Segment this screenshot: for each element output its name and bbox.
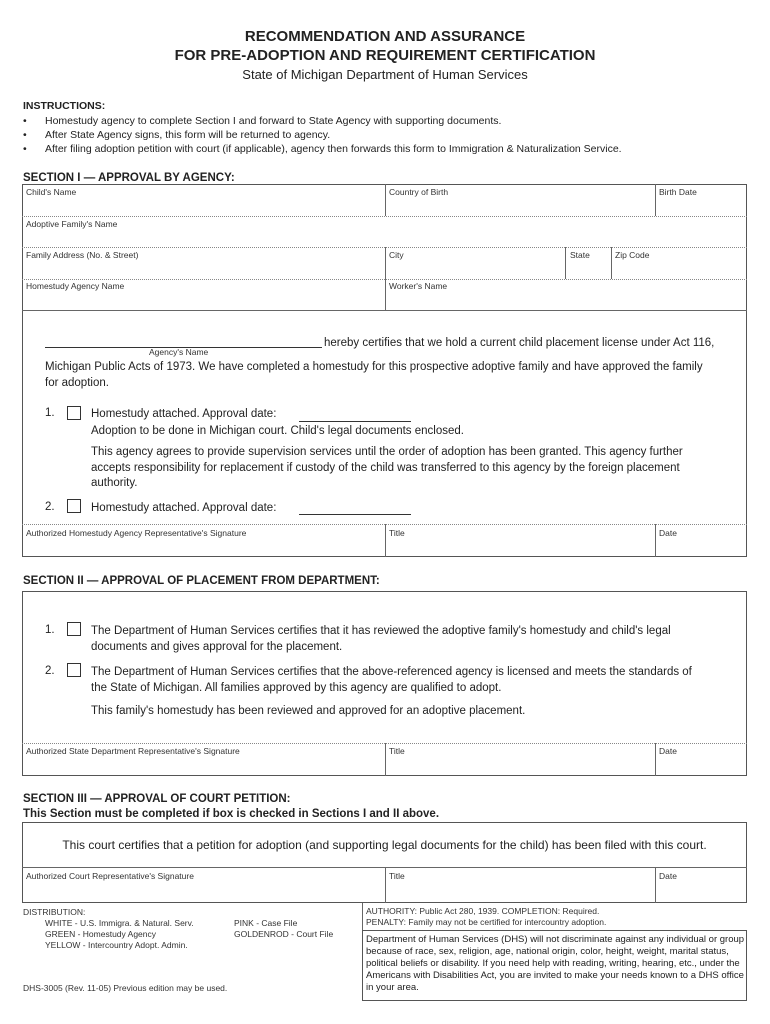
item1-para-line3: authority. bbox=[91, 477, 138, 489]
certify-line3: for adoption. bbox=[45, 377, 109, 389]
zip-code-field[interactable] bbox=[613, 259, 743, 277]
agency-name-caption: Agency's Name bbox=[149, 347, 209, 357]
court-signature-field[interactable] bbox=[24, 880, 382, 900]
agency-title-field[interactable] bbox=[387, 537, 652, 555]
state-label: State bbox=[570, 250, 590, 260]
agency-title-label: Title bbox=[389, 528, 405, 538]
state-date-field[interactable] bbox=[657, 755, 745, 774]
court-certify-text: This court certifies that a petition for adoption (and supporting legal documents for the child) has been filed with this court. bbox=[62, 838, 707, 852]
s2-item2-line3: This family's homestudy has been reviewed and approved for an adoptive placement. bbox=[91, 705, 526, 717]
instruction-item: Homestudy agency to complete Section I and forward to State Agency with supporting documents. bbox=[45, 115, 502, 127]
item1-number: 1. bbox=[45, 407, 55, 419]
agency-date-label: Date bbox=[659, 528, 677, 538]
distribution-heading: DISTRIBUTION: bbox=[23, 907, 86, 917]
court-title-field[interactable] bbox=[387, 880, 652, 900]
distribution-item: WHITE - U.S. Immigra. & Natural. Serv. bbox=[45, 918, 194, 928]
form-subtitle: State of Michigan Department of Human Services bbox=[242, 67, 528, 82]
authority-text: AUTHORITY: Public Act 280, 1939. COMPLETION: Required. bbox=[366, 906, 600, 916]
item1-line2: Adoption to be done in Michigan court. Child's legal documents enclosed. bbox=[91, 425, 464, 437]
s2-item1-number: 1. bbox=[45, 624, 55, 636]
court-signature-label: Authorized Court Representative's Signature bbox=[26, 871, 194, 881]
homestudy-agency-label: Homestudy Agency Name bbox=[26, 281, 125, 291]
agency-name-field[interactable] bbox=[45, 332, 322, 347]
country-of-birth-label: Country of Birth bbox=[389, 187, 449, 197]
state-signature-field[interactable] bbox=[24, 755, 382, 774]
instruction-item: After filing adoption petition with court (if applicable), agency then forwards this form to Immigration & Naturalization Service. bbox=[45, 143, 622, 155]
homestudy-attached-checkbox-1[interactable] bbox=[67, 406, 81, 420]
court-date-field[interactable] bbox=[657, 880, 745, 900]
form-number: DHS-3005 (Rev. 11-05) Previous edition may be used. bbox=[23, 983, 228, 993]
distribution-item: GOLDENROD - Court File bbox=[234, 929, 334, 939]
bullet-icon: • bbox=[23, 143, 27, 155]
approval-date-field-1[interactable] bbox=[299, 406, 411, 421]
section3-heading: SECTION III — APPROVAL OF COURT PETITION: bbox=[23, 793, 291, 805]
agency-signature-field[interactable] bbox=[24, 537, 382, 555]
agency-licensed-checkbox[interactable] bbox=[67, 663, 81, 677]
birth-date-field[interactable] bbox=[657, 196, 745, 214]
section1-heading: SECTION I — APPROVAL BY AGENCY: bbox=[23, 172, 235, 184]
distribution-item: GREEN - Homestudy Agency bbox=[45, 929, 157, 939]
childs-name-field[interactable] bbox=[24, 196, 382, 214]
court-title-label: Title bbox=[389, 871, 405, 881]
zip-code-label: Zip Code bbox=[615, 250, 650, 260]
state-date-label: Date bbox=[659, 746, 677, 756]
form-title-line1: RECOMMENDATION AND ASSURANCE bbox=[244, 28, 526, 45]
family-address-field[interactable] bbox=[24, 259, 382, 277]
nondiscrimination-text: Department of Human Services (DHS) will not discriminate against any individual or group because of race, sex, religion, age, national origin, color, height, weight, marital status, political beliefs or disability. If you need help with reading, writing, hearing, etc., under the Americans with Disabilities Act, you are invited to make your needs known to a DHS office in your area. bbox=[366, 934, 745, 993]
bullet-icon: • bbox=[23, 115, 27, 127]
city-field[interactable] bbox=[387, 259, 562, 277]
form-title-line2: FOR PRE-ADOPTION AND REQUIREMENT CERTIFICATION bbox=[174, 47, 596, 64]
worker-name-field[interactable] bbox=[387, 290, 742, 308]
instructions-heading: INSTRUCTIONS: bbox=[23, 100, 106, 112]
section2-heading: SECTION II — APPROVAL OF PLACEMENT FROM DEPARTMENT: bbox=[23, 575, 380, 587]
certify-line2: Michigan Public Acts of 1973. We have completed a homestudy for this prospective adoptive family and have approved the family bbox=[45, 361, 703, 373]
country-of-birth-field[interactable] bbox=[387, 196, 652, 214]
s2-item2-number: 2. bbox=[45, 665, 55, 677]
approval-date-field-2[interactable] bbox=[299, 499, 411, 514]
item2-line1: Homestudy attached. Approval date: bbox=[91, 502, 277, 514]
adoptive-family-name-field[interactable] bbox=[24, 228, 744, 245]
item1-para-line2: accepts responsibility for replacement if custody of the child was transferred to this agency by the foreign placement bbox=[91, 462, 680, 474]
childs-name-label: Child's Name bbox=[26, 187, 77, 197]
state-signature-label: Authorized State Department Representative's Signature bbox=[26, 746, 240, 756]
worker-name-label: Worker's Name bbox=[389, 281, 448, 291]
adoptive-family-name-label: Adoptive Family's Name bbox=[26, 219, 118, 229]
s2-item2-line2: the State of Michigan. All families approved by this agency are qualified to adopt. bbox=[91, 682, 502, 694]
agency-date-field[interactable] bbox=[657, 537, 745, 555]
state-field[interactable] bbox=[567, 259, 609, 277]
bullet-icon: • bbox=[23, 129, 27, 141]
department-review-checkbox[interactable] bbox=[67, 622, 81, 636]
city-label: City bbox=[389, 250, 404, 260]
distribution-item: PINK - Case File bbox=[234, 918, 298, 928]
homestudy-agency-field[interactable] bbox=[24, 290, 382, 308]
state-title-label: Title bbox=[389, 746, 405, 756]
penalty-text: PENALTY: Family may not be certified for intercountry adoption. bbox=[366, 917, 607, 927]
section3-subheading: This Section must be completed if box is checked in Sections I and II above. bbox=[23, 808, 440, 820]
state-title-field[interactable] bbox=[387, 755, 652, 774]
item1-para-line1: This agency agrees to provide supervision services until the order of adoption has been granted. This agency further bbox=[91, 446, 683, 458]
court-date-label: Date bbox=[659, 871, 677, 881]
s2-item1-line1: The Department of Human Services certifies that it has reviewed the adoptive family's homestudy and child's legal bbox=[91, 625, 671, 637]
agency-signature-label: Authorized Homestudy Agency Representative's Signature bbox=[26, 528, 247, 538]
item1-line1: Homestudy attached. Approval date: bbox=[91, 408, 277, 420]
birth-date-label: Birth Date bbox=[659, 187, 697, 197]
s2-item1-line2: documents and gives approval for the placement. bbox=[91, 641, 343, 653]
item2-number: 2. bbox=[45, 501, 55, 513]
family-address-label: Family Address (No. & Street) bbox=[26, 250, 139, 260]
s2-item2-line1: The Department of Human Services certifies that the above-referenced agency is licensed and meets the standards of bbox=[91, 666, 692, 678]
certify-line1: hereby certifies that we hold a current child placement license under Act 116, bbox=[324, 337, 715, 349]
instruction-item: After State Agency signs, this form will be returned to agency. bbox=[45, 129, 331, 141]
distribution-item: YELLOW - Intercountry Adopt. Admin. bbox=[45, 940, 188, 950]
homestudy-attached-checkbox-2[interactable] bbox=[67, 499, 81, 513]
